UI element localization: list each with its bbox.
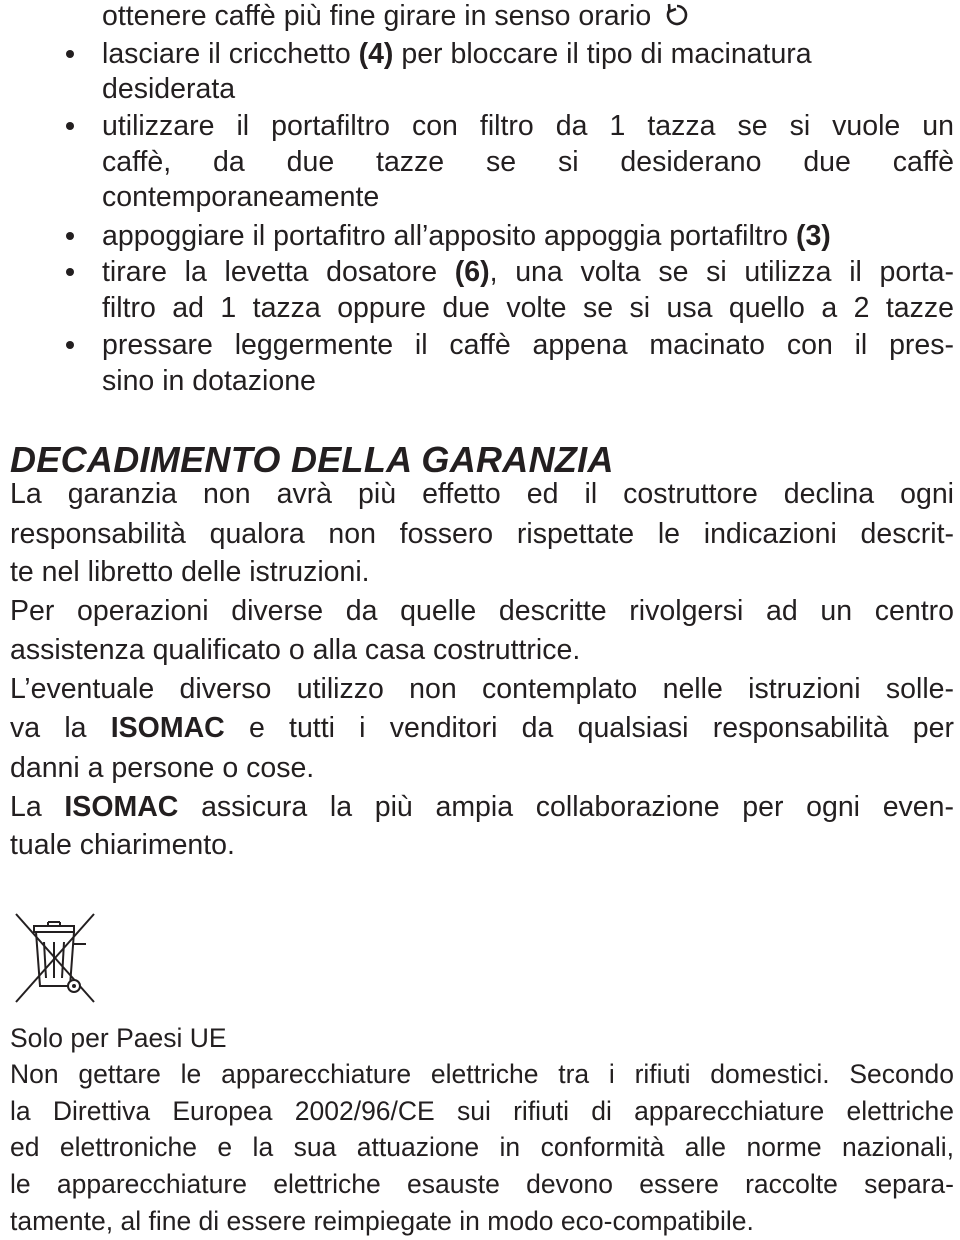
bullet bbox=[66, 232, 74, 240]
paragraph-line: L’eventuale diverso utilizzo non contemplato nelle istruzioni solle- bbox=[10, 673, 954, 705]
weee-line: ed elettroniche e la sua attuazione in conformità alle norme nazionali, bbox=[10, 1132, 954, 1162]
instruction-item: lasciare il cricchetto (4) per bloccare il tipo di macinatura bbox=[102, 38, 812, 70]
brand-name: ISOMAC bbox=[64, 791, 179, 823]
paragraph-line: La ISOMAC assicura la più ampia collaborazione per ogni even- bbox=[10, 791, 954, 823]
paragraph-line: va la ISOMAC e tutti i venditori da qualsiasi responsabilità per bbox=[10, 712, 954, 744]
section-heading: DECADIMENTO DELLA GARANZIA bbox=[10, 439, 614, 480]
instruction-continuation: ottenere caffè più fine girare in senso orario bbox=[102, 0, 691, 35]
instruction-item: utilizzare il portafiltro con filtro da 1 tazza se si vuole un bbox=[102, 110, 954, 142]
crossed-out-wheelie-bin-icon bbox=[14, 912, 96, 1004]
instruction-line: filtro ad 1 tazza oppure due volte se si usa quello a 2 tazze bbox=[102, 292, 954, 324]
weee-title: Solo per Paesi UE bbox=[10, 1023, 227, 1053]
weee-line: Non gettare le apparecchiature elettriche tra i rifiuti domestici. Secondo bbox=[10, 1059, 954, 1089]
clockwise-arrow-icon bbox=[663, 1, 691, 29]
instruction-line: contemporaneamente bbox=[102, 181, 380, 213]
bullet bbox=[66, 341, 74, 349]
paragraph-line: tuale chiarimento. bbox=[10, 829, 235, 861]
paragraph-line: danni a persone o cose. bbox=[10, 752, 315, 784]
instruction-line: caffè, da due tazze se si desiderano due caffè bbox=[102, 146, 954, 178]
bullet bbox=[66, 50, 74, 58]
paragraph-line: responsabilità qualora non fossero rispettate le indicazioni descrit- bbox=[10, 518, 954, 550]
weee-line: le apparecchiature elettriche esauste devono essere raccolte separa- bbox=[10, 1169, 954, 1199]
instruction-line: desiderata bbox=[102, 73, 236, 105]
paragraph-line: te nel libretto delle istruzioni. bbox=[10, 556, 370, 588]
weee-line: la Direttiva Europea 2002/96/CE sui rifiuti di apparecchiature elettriche bbox=[10, 1096, 954, 1126]
weee-line: tamente, al fine di essere reimpiegate in modo eco-compatibile. bbox=[10, 1206, 754, 1236]
paragraph-line: Per operazioni diverse da quelle descritte rivolgersi ad un centro bbox=[10, 595, 954, 627]
paragraph-line: La garanzia non avrà più effetto ed il costruttore declina ogni bbox=[10, 478, 954, 510]
instruction-item: pressare leggermente il caffè appena macinato con il pres- bbox=[102, 329, 954, 361]
instruction-item: appoggiare il portafitro all’apposito appoggia portafiltro (3) bbox=[102, 220, 831, 252]
instruction-item: tirare la levetta dosatore (6), una volta se si utilizza il porta- bbox=[102, 256, 954, 288]
bullet bbox=[66, 122, 74, 130]
bullet bbox=[66, 268, 74, 276]
paragraph-line: assistenza qualificato o alla casa costruttrice. bbox=[10, 634, 581, 666]
instruction-line: sino in dotazione bbox=[102, 365, 316, 397]
brand-name: ISOMAC bbox=[110, 712, 225, 744]
